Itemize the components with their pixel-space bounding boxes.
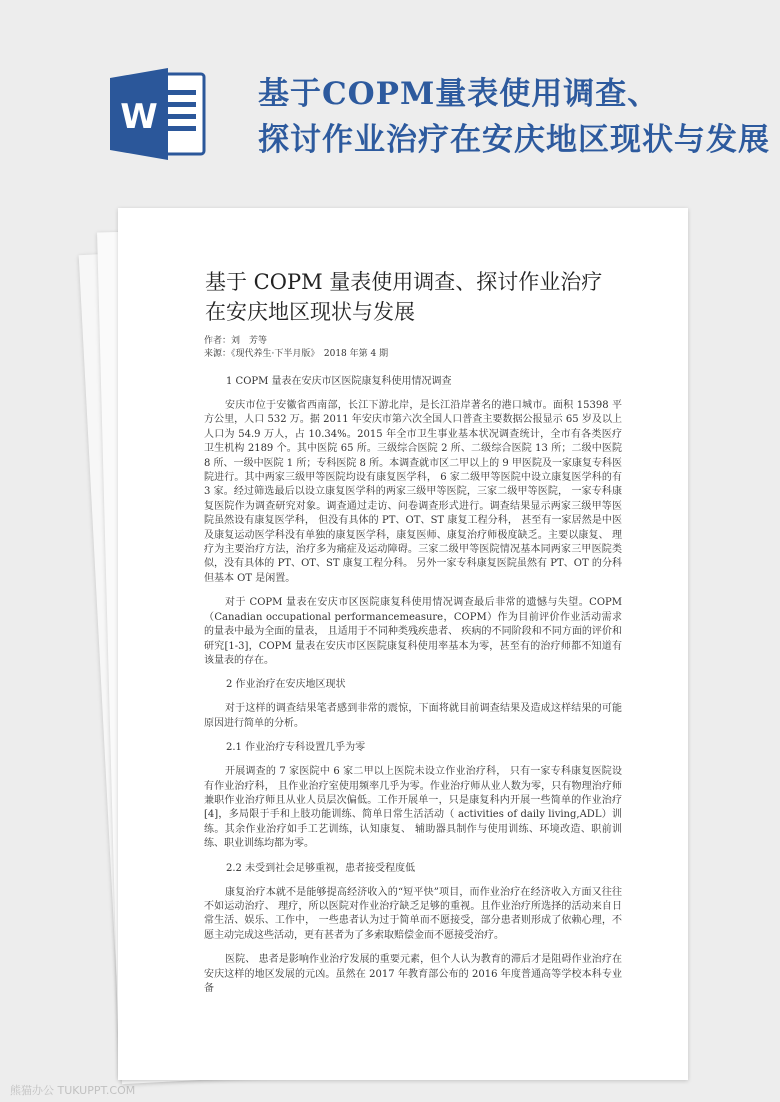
section-heading: 1 COPM 量表在安庆市区医院康复科使用情况调查 [226,376,452,387]
document-title-line1: 基于 COPM 量表使用调查、探讨作业治疗 [205,270,603,294]
document-body [204,335,622,1006]
banner-title-line2: 探讨作业治疗在安庆地区现状与发展 [258,122,770,158]
banner-title-line1: 基于COPM量表使用调查、 [258,76,660,112]
word-icon [108,66,208,162]
paragraph: 开展调查的 7 家医院中 6 家二甲以上医院未设立作业治疗科， 只有一家专科康复医院设有作业治疗科， 且作业治疗室使用频率几乎为零。作业治疗师从业人数为零，只有物理治疗师兼职作业治疗师且从业人员层次偏低。工作开展单一，只是康复科内开展一些简单的作业治疗[4]，多局限于手和上肢功能训练、简单日常生活活动（ activities of daily living,ADL）训练。其余作业治疗如手工艺训练，认知康复、 辅助器具制作与使用训练、环境改造、职前训练、职业训练均都为零。 [204,766,622,850]
source: 来源：《现代养生·下半月版》 2018 年第 4 期 [204,349,389,359]
document-title-line2: 在安庆地区现状与发展 [205,300,415,324]
paragraph: 康复治疗本就不是能够提高经济收入的“短平快”项目，而作业治疗在经济收入方面又往往不如运动治疗、 理疗，所以医院对作业治疗缺乏足够的重视。且作业治疗所选择的活动来自日常生活、娱乐、工作中， 一些患者认为过于简单而不愿接受，部分患者则形成了依赖心理，不愿主动完成这些活动，更有甚者为了多索取赔偿金而不愿接受治疗。 [204,886,622,941]
word-icon-letter: W [120,97,158,137]
section-heading: 2.2 未受到社会足够重视，患者接受程度低 [226,862,416,874]
paragraph: 对于 COPM 量表在安庆市区医院康复科使用情况调查最后非常的遗憾与失望。COPM（Canadian occupational performancemeasure，COPM）作为目前评价作业活动需求的量表中最为全面的量表， 且适用于不同种类残疾患者、 疾病的不同阶段和不同方面的评价和研究[1-3]，COPM 量表在安庆市区医院康复科使用率基本为零，甚至有的治疗师都不知道有该量表的存在。 [204,597,622,666]
section-heading: 2 作业治疗在安庆地区现状 [226,679,346,691]
paragraph: 医院、 患者是影响作业治疗发展的重要元素，但个人认为教育的滞后才是阻碍作业治疗在安庆这样的地区发展的元凶。虽然在 2017 年教育部公布的 2016 年度普通高等学校本科专业备 [204,954,622,994]
author: 作者：刘 芳等 [204,336,268,346]
watermark: 熊猫办公 TUKUPPT.COM [10,1084,136,1097]
paragraph: 安庆市位于安徽省西南部，长江下游北岸，是长江沿岸著名的港口城市。面积 15398 平方公里，人口 532 万。据 2011 年安庆市第六次全国人口普查主要数据公报显示 65 岁及以上人口为 54.9 万人，占 10.34%。2015 年全市卫生事业基本状况调查统计，全市有各类医疗卫生机构 2189 个。其中医院 65 所。三级综合医院 2 所、二级综合医院 13 所；二级中医院 8 所、一级中医院 1 所；专科医院 8 所。本调查就市区二甲以上的 9 甲医院及一家康复专科医院进行。其中两家三级甲等医院均设有康复医学科， 6 家二级甲等医院中设立康复医学科的有 3 家。经过筛选最后以设立康复医学科的两家三级甲等医院，三家二级甲等医院， 一家专科康复医院作为调查研究对象。调查通过走访、问卷调查形式进行。调查结果显示两家三级甲等医院虽然设有康复医学科， 但没有具体的 PT、OT、ST 康复工程分科， 甚至有一家居然是中医及康复运动医学科没有单独的康复医学科，康复医师、康复治疗师极度缺乏。主要以康复、 理疗为主要治疗方法，治疗多为痛症及运动障碍。三家二级甲等医院情况基本同两家三甲医院类似，没有具体的 PT、OT、ST 康复工程分科。 另外一家专科康复医院虽然有 PT、OT 的分科但基本 OT 是闲置。 [204,400,622,584]
section-heading: 2.1 作业治疗专科设置几乎为零 [226,742,366,754]
paragraph: 对于这样的调查结果笔者感到非常的震惊，下面将就目前调查结果及造成这样结果的可能原因进行简单的分析。 [204,703,622,729]
